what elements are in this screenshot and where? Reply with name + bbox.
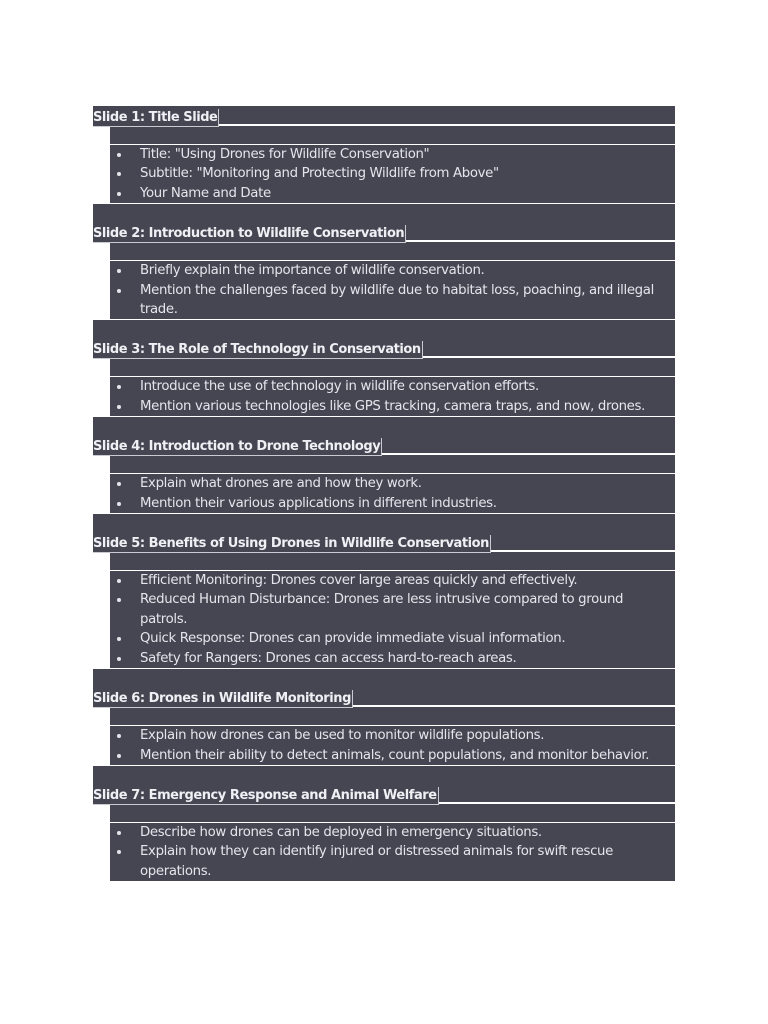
slide-section [93, 784, 675, 881]
bullet-item [110, 164, 675, 183]
bullet-text: Explain what drones are and how they work. [140, 476, 422, 492]
bullet-item [110, 474, 675, 493]
bullet-dot-icon [117, 289, 121, 293]
bullet-list [110, 474, 675, 513]
bullet-text: Subtitle: "Monitoring and Protecting Wildlife from Above" [140, 166, 499, 182]
slide-section [93, 222, 675, 319]
bullet-text: Describe how drones can be deployed in emergency situations. [140, 824, 542, 840]
bullet-dot-icon [117, 831, 121, 835]
bullet-dot-icon [117, 734, 121, 738]
bullet-item [110, 571, 675, 590]
slide-heading-row [93, 338, 675, 357]
slide-heading-row [93, 106, 675, 125]
separator-row [93, 513, 675, 532]
bullet-dot-icon [117, 502, 121, 506]
bullet-text: Title: "Using Drones for Wildlife Conservation" [140, 147, 430, 162]
slide-heading: Slide 3: The Role of Technology in Conservation [93, 342, 421, 358]
bullet-item [110, 649, 675, 668]
bullet-dot-icon [117, 637, 121, 641]
bullet-dot-icon [117, 657, 121, 661]
slide-heading-row [93, 532, 675, 551]
bullet-item [110, 842, 675, 881]
slide-section [93, 106, 675, 203]
bullet-text: Reduced Human Disturbance: Drones are less intrusive compared to ground patrols. [140, 592, 624, 627]
bullet-text: Your Name and Date [140, 185, 271, 201]
bullet-dot-icon [117, 192, 121, 196]
bullet-text: Quick Response: Drones can provide immediate visual information. [140, 631, 566, 647]
slide-heading-row [93, 687, 675, 706]
bullet-dot-icon [117, 579, 121, 583]
bullet-text: Explain how they can identify injured or distressed animals for swift rescue operations. [140, 844, 613, 879]
separator-row [93, 765, 675, 784]
document-body [93, 106, 675, 881]
spacer-row [109, 125, 675, 144]
slide-heading-row [93, 784, 675, 803]
spacer-row [109, 357, 675, 376]
spacer-row [109, 454, 675, 473]
bullet-dot-icon [117, 598, 121, 602]
separator-row [93, 416, 675, 435]
bullet-text: Explain how drones can be used to monitor wildlife populations. [140, 728, 545, 744]
bullet-list [110, 726, 675, 765]
spacer-row [109, 241, 675, 260]
bullet-item [110, 629, 675, 648]
bullet-item [110, 145, 675, 164]
bullet-list [110, 145, 675, 203]
bullet-dot-icon [117, 482, 121, 486]
slide-section [93, 338, 675, 416]
slide-heading: Slide 1: Title Slide [93, 110, 218, 125]
slide-section [93, 435, 675, 513]
bullet-block [109, 473, 675, 513]
spacer-row [109, 551, 675, 570]
bullet-dot-icon [117, 269, 121, 273]
slide-heading: Slide 4: Introduction to Drone Technology [93, 439, 381, 455]
bullet-block [109, 570, 675, 668]
separator-row [93, 203, 675, 222]
bullet-text: Introduce the use of technology in wildlife conservation efforts. [140, 379, 539, 395]
slide-heading: Slide 2: Introduction to Wildlife Conservation [93, 226, 405, 242]
bullet-dot-icon [117, 172, 121, 176]
slide-heading-row [93, 222, 675, 241]
bullet-text: Mention various technologies like GPS tracking, camera traps, and now, drones. [140, 398, 645, 414]
bullet-item [110, 746, 675, 765]
bullet-item [110, 261, 675, 280]
bullet-dot-icon [117, 153, 121, 157]
bullet-list [110, 823, 675, 881]
bullet-text: Efficient Monitoring: Drones cover large areas quickly and effectively. [140, 573, 578, 589]
bullet-item [110, 281, 675, 320]
bullet-dot-icon [117, 754, 121, 758]
bullet-dot-icon [117, 850, 121, 854]
bullet-list [110, 261, 675, 319]
bullet-text: Briefly explain the importance of wildlife conservation. [140, 263, 485, 279]
bullet-text: Mention their various applications in different industries. [140, 495, 497, 511]
bullet-block [109, 376, 675, 416]
spacer-row [109, 706, 675, 725]
bullet-item [110, 823, 675, 842]
bullet-item [110, 397, 675, 416]
slide-section [93, 687, 675, 765]
bullet-dot-icon [117, 385, 121, 389]
slide-heading-row [93, 435, 675, 454]
slide-heading: Slide 6: Drones in Wildlife Monitoring [93, 691, 351, 707]
bullet-block [109, 260, 675, 319]
spacer-row [109, 803, 675, 822]
slide-section [93, 532, 675, 668]
bullet-block [109, 822, 675, 881]
slide-heading: Slide 5: Benefits of Using Drones in Wildlife Conservation [93, 536, 489, 552]
bullet-dot-icon [117, 405, 121, 409]
bullet-text: Mention their ability to detect animals, count populations, and monitor behavior. [140, 747, 650, 763]
slide-heading: Slide 7: Emergency Response and Animal Welfare [93, 787, 437, 803]
bullet-item [110, 590, 675, 629]
bullet-text: Mention the challenges faced by wildlife due to habitat loss, poaching, and illegal trade. [140, 282, 654, 318]
bullet-list [110, 571, 675, 668]
bullet-item [110, 377, 675, 396]
bullet-block [109, 144, 675, 203]
separator-row [93, 319, 675, 338]
bullet-item [110, 184, 675, 203]
bullet-block [109, 725, 675, 765]
bullet-text: Safety for Rangers: Drones can access hard-to-reach areas. [140, 650, 517, 666]
bullet-item [110, 726, 675, 745]
bullet-item [110, 494, 675, 513]
bullet-list [110, 377, 675, 416]
separator-row [93, 668, 675, 687]
